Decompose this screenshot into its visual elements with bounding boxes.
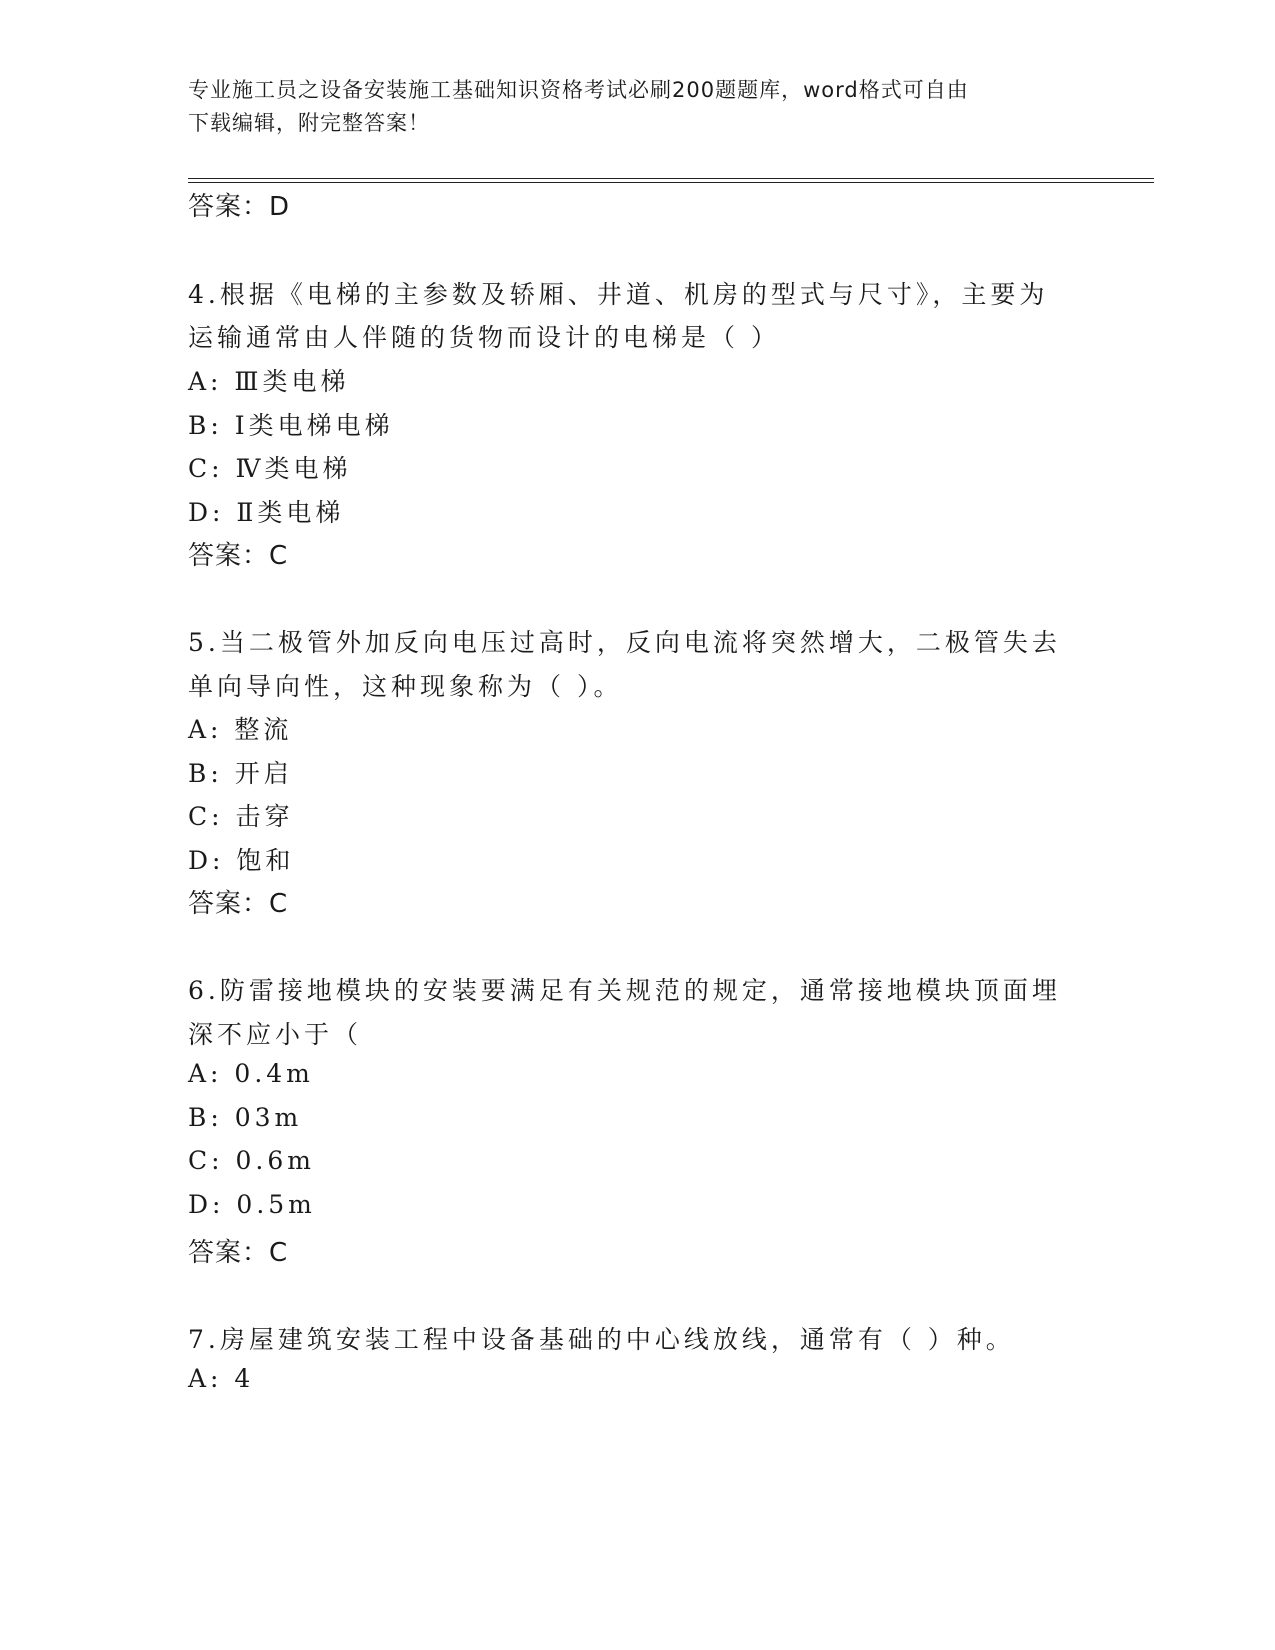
question-4-option-a: A: Ⅲ类电梯 [188,367,350,396]
question-7-option-a: A: 4 [188,1364,255,1393]
header-line-2: 下载编辑，附完整答案！ [188,111,430,135]
header-line-1: 专业施工员之设备安装施工基础知识资格考试必刷200题题库，word格式可自由 [188,78,969,102]
question-7-stem-line-1: 7.房屋建筑安装工程中设备基础的中心线放线，通常有（ ）种。 [188,1325,1015,1354]
question-6-option-a: A: 0.4m [188,1059,314,1088]
question-4-option-b: B: Ⅰ类电梯电梯 [188,411,394,440]
question-6-option-c: C: 0.6m [188,1146,315,1175]
question-5-stem-line-1: 5.当二极管外加反向电压过高时，反向电流将突然增大，二极管失去 [188,628,1061,657]
header-divider-bottom [188,182,1154,183]
document-header [188,74,1088,140]
previous-answer: 答案：D [188,192,291,222]
question-5-answer: 答案：C [188,889,289,919]
question-4-answer: 答案：C [188,541,289,571]
question-4-stem-line-1: 4.根据《电梯的主参数及轿厢、井道、机房的型式与尺寸》，主要为 [188,280,1049,309]
question-5-option-a: A: 整流 [188,715,293,744]
question-5-option-b: B: 开启 [188,759,293,788]
question-5-stem-line-2: 单向导向性，这种现象称为（ ）。 [188,672,623,701]
question-4-option-d: D: Ⅱ类电梯 [188,498,345,527]
header-divider-top [188,178,1154,179]
question-6-answer: 答案：C [188,1238,289,1268]
question-5-option-c: C: 击穿 [188,802,294,831]
question-6-option-d: D: 0.5m [188,1190,316,1219]
question-6-stem-line-1: 6.防雷接地模块的安装要满足有关规范的规定，通常接地模块顶面埋 [188,976,1061,1005]
question-4-stem-line-2: 运输通常由人伴随的货物而设计的电梯是（ ） [188,323,780,352]
question-4-option-c: C: Ⅳ类电梯 [188,454,352,483]
question-6-stem-line-2: 深不应小于（ [188,1020,363,1049]
question-5-option-d: D: 饱和 [188,846,295,875]
question-6-option-b: B: 03m [188,1103,303,1132]
